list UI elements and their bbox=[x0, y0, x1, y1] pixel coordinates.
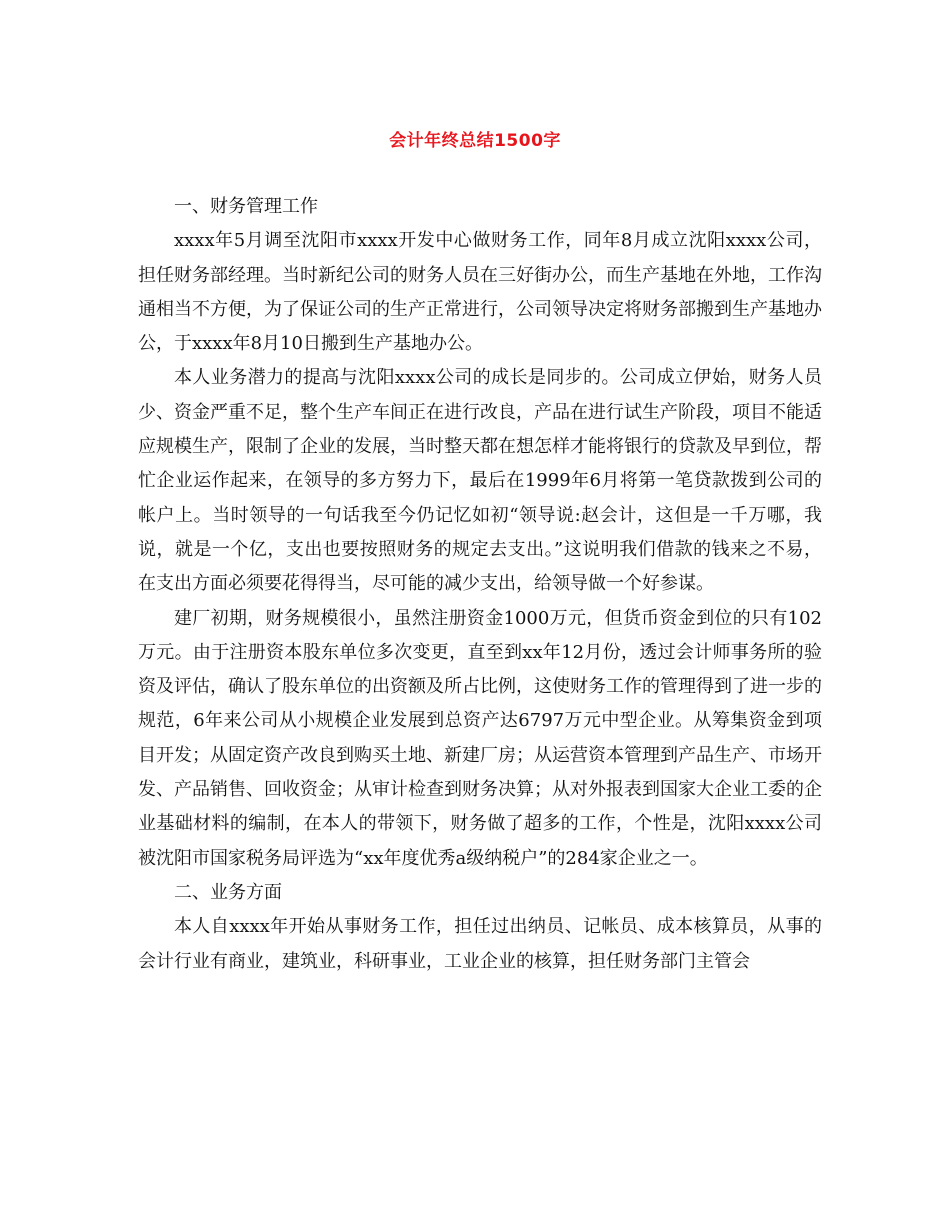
section-heading-finance-management: 一、财务管理工作 bbox=[174, 196, 318, 217]
paragraph: 本人业务潜力的提高与沈阳xxxx公司的成长是同步的。公司成立伊始，财务人员少、资金严重不足，整个生产车间正在进行改良，产品在进行试生产阶段，项目不能适应规模生产，限制了企业的发展，当时整天都在想怎样才能将银行的贷款及早到位，帮忙企业运作起来，在领导的多方努力下，最后在1999年6月将第一笔贷款拨到公司的帐户上。当时领导的一句话我至今仍记忆如初“领导说:赵会计，这但是一千万哪，我说，就是一个亿，支出也要按照财务的规定去支出。”这说明我们借款的钱来之不易，在支出方面必须要花得得当，尽可能的减少支出，给领导做一个好参谋。 bbox=[138, 367, 822, 595]
paragraph: 本人自xxxx年开始从事财务工作，担任过出纳员、记帐员、成本核算员，从事的会计行业有商业，建筑业，科研事业，工业企业的核算，担任财务部门主管会 bbox=[138, 916, 822, 972]
document-title: 会计年终总结1500字 bbox=[389, 131, 561, 151]
section-heading-business: 二、业务方面 bbox=[174, 881, 282, 903]
document-body bbox=[138, 190, 822, 979]
paragraph: xxxx年5月调至沈阳市xxxx开发中心做财务工作，同年8月成立沈阳xxxx公司，担任财务部经理。当时新纪公司的财务人员在三好街办公，而生产基地在外地，工作沟通相当不方便，为了保证公司的生产正常进行，公司领导决定将财务部搬到生产基地办公，于xxxx年8月10日搬到生产基地办公。 bbox=[138, 230, 822, 355]
paragraph: 建厂初期，财务规模很小，虽然注册资金1000万元，但货币资金到位的只有102万元。由于注册资本股东单位多次变更，直至到xx年12月份，透过会计师事务所的验资及评估，确认了股东单位的出资额及所占比例，这使财务工作的管理得到了进一步的规范，6年来公司从小规模企业发展到总资产达6797万元中型企业。从筹集资金到项目开发；从固定资产改良到购买土地、新建厂房；从运营资本管理到产品生产、市场开发、产品销售、回收资金；从审计检查到财务决算；从对外报表到国家大企业工委的企业基础材料的编制，在本人的带领下，财务做了超多的工作，个性是，沈阳xxxx公司被沈阳市国家税务局评选为“xx年度优秀a级纳税户”的284家企业之一。 bbox=[138, 607, 822, 869]
